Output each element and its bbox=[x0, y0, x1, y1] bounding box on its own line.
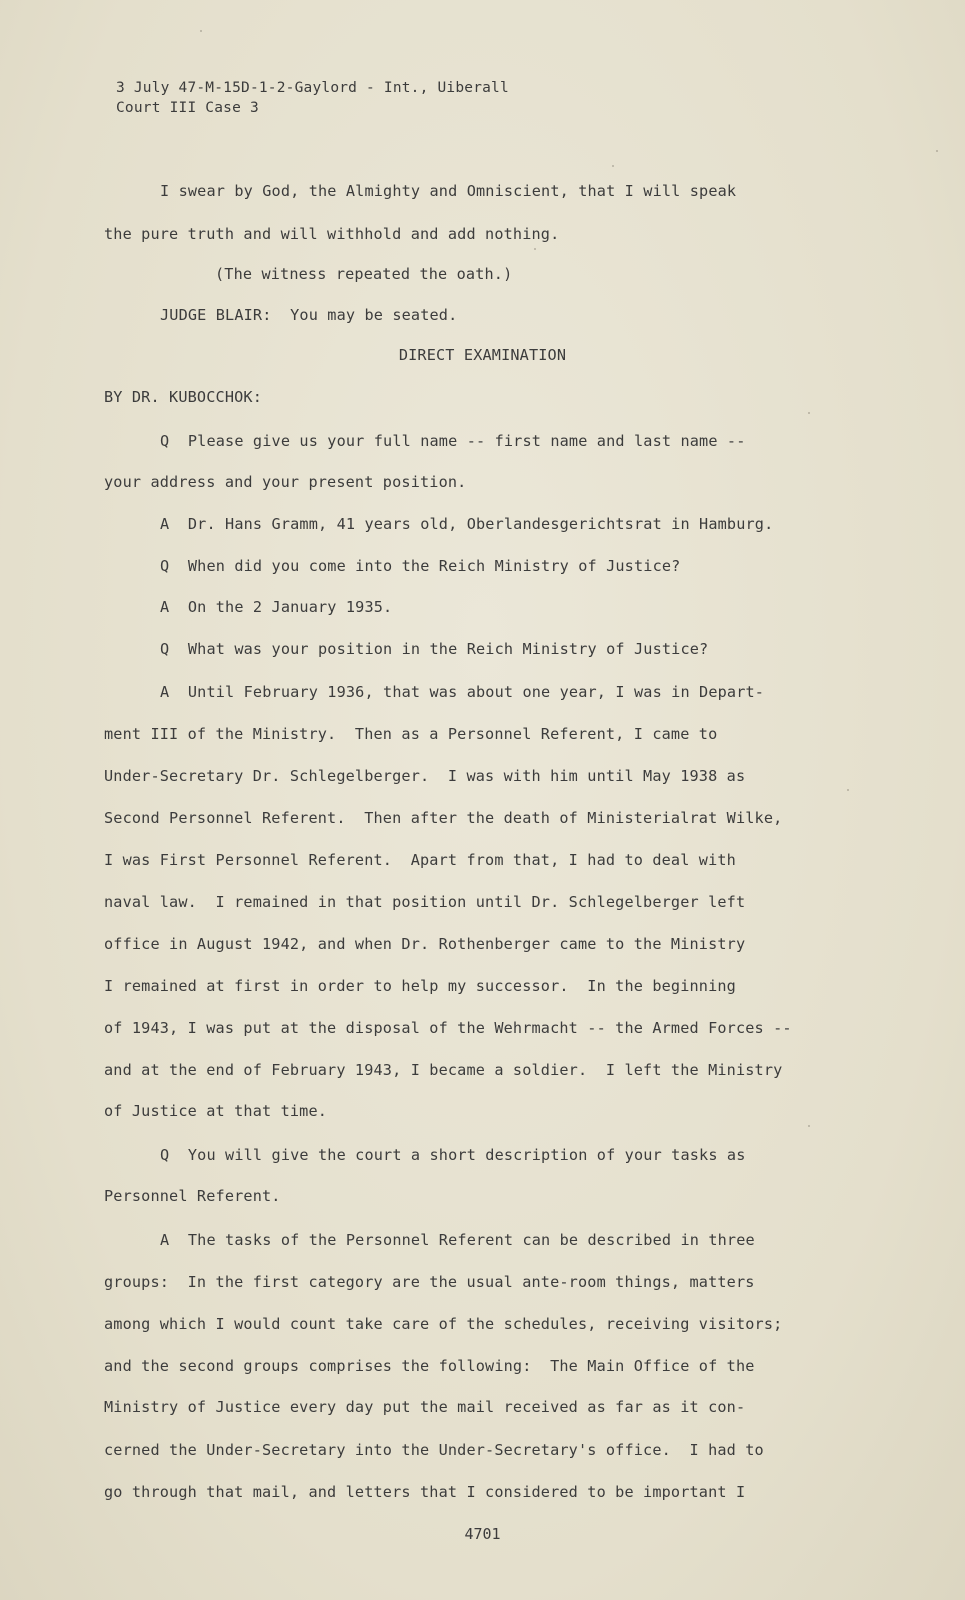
oath-line-1: I swear by God, the Almighty and Omniscient, that I will speak bbox=[160, 182, 737, 200]
section-heading: DIRECT EXAMINATION bbox=[398, 346, 567, 364]
transcript-line: your address and your present position. bbox=[104, 473, 467, 491]
examiner-line: BY DR. KUBOCCHOK: bbox=[104, 388, 262, 406]
transcript-line: I remained at first in order to help my successor. In the beginning bbox=[104, 977, 736, 995]
transcript-line: A On the 2 January 1935. bbox=[160, 598, 393, 616]
oath-line-2: the pure truth and will withhold and add nothing. bbox=[104, 225, 560, 243]
transcript-line: Q You will give the court a short description of your tasks as bbox=[160, 1146, 746, 1164]
transcript-line: go through that mail, and letters that I considered to be important I bbox=[104, 1483, 746, 1501]
transcript-line: Under-Secretary Dr. Schlegelberger. I was with him until May 1938 as bbox=[104, 767, 746, 785]
document-header bbox=[116, 78, 509, 118]
transcript-line: cerned the Under-Secretary into the Under-Secretary's office. I had to bbox=[104, 1441, 764, 1459]
header-line-date-ref: 3 July 47-M-15D-1-2-Gaylord - Int., Uiberall bbox=[116, 80, 509, 96]
paper-speck bbox=[808, 412, 810, 414]
transcript-line: naval law. I remained in that position until Dr. Schlegelberger left bbox=[104, 893, 746, 911]
transcript-line: Q What was your position in the Reich Ministry of Justice? bbox=[160, 640, 709, 658]
transcript-line: and the second groups comprises the following: The Main Office of the bbox=[104, 1357, 755, 1375]
paper-speck bbox=[808, 1125, 810, 1127]
page-number: 4701 bbox=[464, 1525, 501, 1543]
transcript-line: office in August 1942, and when Dr. Rothenberger came to the Ministry bbox=[104, 935, 746, 953]
transcript-line: of Justice at that time. bbox=[104, 1102, 328, 1120]
header-line-court-case: Court III Case 3 bbox=[116, 100, 259, 116]
paper-speck bbox=[847, 789, 849, 791]
transcript-line: of 1943, I was put at the disposal of the Wehrmacht -- the Armed Forces -- bbox=[104, 1019, 792, 1037]
transcript-line: ment III of the Ministry. Then as a Personnel Referent, I came to bbox=[104, 725, 718, 743]
paper-speck bbox=[936, 150, 938, 152]
oath-note: (The witness repeated the oath.) bbox=[215, 265, 513, 283]
transcript-line: Q When did you come into the Reich Ministry of Justice? bbox=[160, 557, 681, 575]
transcript-line: among which I would count take care of the schedules, receiving visitors; bbox=[104, 1315, 783, 1333]
judge-statement: JUDGE BLAIR: You may be seated. bbox=[160, 306, 458, 324]
transcript-line: I was First Personnel Referent. Apart from that, I had to deal with bbox=[104, 851, 736, 869]
transcript-line: A Until February 1936, that was about one year, I was in Depart- bbox=[160, 683, 765, 701]
transcript-line: Ministry of Justice every day put the mail received as far as it con- bbox=[104, 1398, 746, 1416]
paper-speck bbox=[200, 30, 202, 32]
transcript-line: Q Please give us your full name -- first name and last name -- bbox=[160, 432, 746, 450]
paper-speck bbox=[612, 165, 614, 167]
paper-speck bbox=[534, 248, 536, 250]
transcript-line: and at the end of February 1943, I became a soldier. I left the Ministry bbox=[104, 1061, 783, 1079]
transcript-line: A The tasks of the Personnel Referent can be described in three bbox=[160, 1231, 755, 1249]
transcript-line: A Dr. Hans Gramm, 41 years old, Oberlandesgerichtsrat in Hamburg. bbox=[160, 515, 774, 533]
transcript-line: Personnel Referent. bbox=[104, 1187, 281, 1205]
transcript-line: Second Personnel Referent. Then after the death of Ministerialrat Wilke, bbox=[104, 809, 783, 827]
transcript-line: groups: In the first category are the usual ante-room things, matters bbox=[104, 1273, 755, 1291]
